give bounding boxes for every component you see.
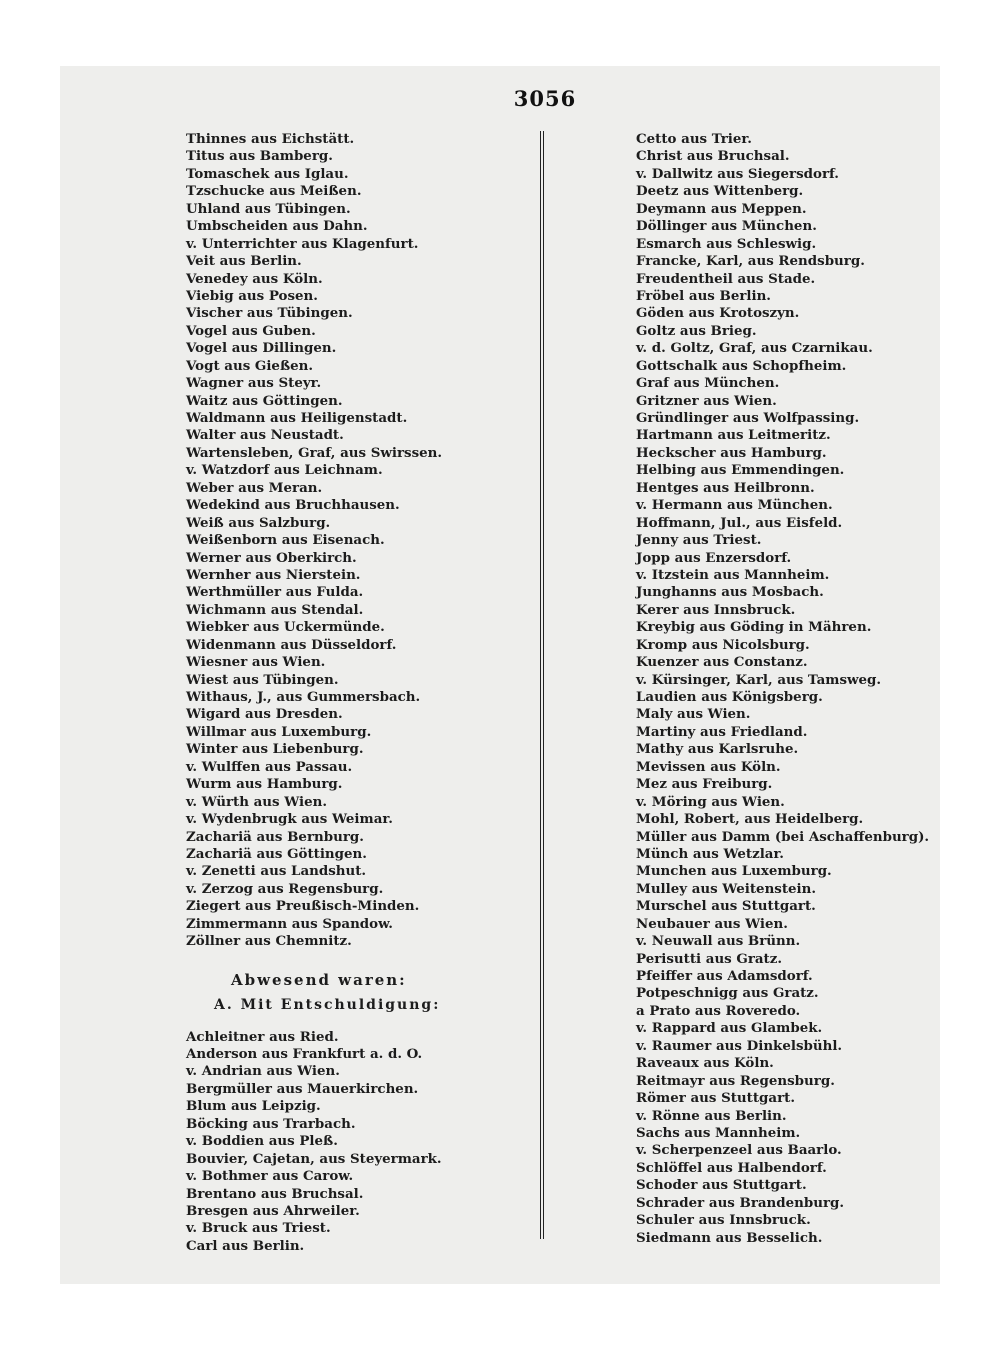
section-heading-absent: Abwesend waren:: [231, 970, 407, 989]
list-item: Gründlinger aus Wolfpassing.: [636, 410, 860, 426]
list-item: Göden aus Krotoszyn.: [636, 305, 800, 322]
list-item: Deymann aus Meppen.: [636, 200, 807, 217]
list-item: v. Bothmer aus Carow.: [186, 1168, 354, 1185]
list-item: Mevissen aus Köln.: [636, 758, 781, 775]
list-item: Siedmann aus Besselich.: [636, 1229, 823, 1246]
list-item: Francke, Karl, aus Rendsburg.: [636, 253, 865, 270]
list-item: Gottschalk aus Schopfheim.: [636, 357, 847, 374]
list-item: Venedey aus Köln.: [186, 270, 323, 287]
list-item: Mez aus Freiburg.: [636, 776, 773, 793]
list-item: v. d. Goltz, Graf, aus Czarnikau.: [636, 340, 873, 357]
list-item: Kromp aus Nicolsburg.: [636, 636, 810, 653]
list-item: v. Rappard aus Glambek.: [636, 1020, 823, 1037]
list-item: v. Boddien aus Pleß.: [186, 1133, 338, 1150]
list-item: Sachs aus Mannheim.: [636, 1124, 801, 1141]
list-item: Potpeschnigg aus Gratz.: [636, 985, 819, 1002]
list-item: Reitmayr aus Regensburg.: [636, 1072, 835, 1089]
list-item: a Prato aus Roveredo.: [636, 1002, 801, 1019]
list-item: v. Zerzog aus Regensburg.: [186, 880, 384, 897]
list-item: v. Kürsinger, Karl, aus Tamsweg.: [636, 671, 882, 688]
list-item: v. Neuwall aus Brünn.: [636, 933, 801, 950]
list-item: Anderson aus Frankfurt a. d. O.: [186, 1046, 423, 1062]
list-item: v. Wydenbrugk aus Weimar.: [186, 811, 393, 828]
spacer: [186, 951, 516, 967]
list-item: Heckscher aus Hamburg.: [636, 444, 827, 461]
list-item: Mohl, Robert, aus Heidelberg.: [636, 811, 864, 828]
list-item: Junghanns aus Mosbach.: [636, 584, 824, 601]
list-item: Goltz aus Brieg.: [636, 322, 757, 339]
list-item: Wiest aus Tübingen.: [186, 671, 339, 688]
list-item: Fröbel aus Berlin.: [636, 287, 771, 304]
list-item: Titus aus Bamberg.: [186, 148, 333, 165]
list-item: Böcking aus Trarbach.: [186, 1115, 356, 1132]
list-item: Widenmann aus Düsseldorf.: [186, 636, 397, 653]
list-item: Werthmüller aus Fulda.: [186, 584, 364, 601]
list-item: Veit aus Berlin.: [186, 253, 302, 270]
list-item: Achleitner aus Ried.: [186, 1028, 339, 1045]
list-item: Weiß aus Salzburg.: [186, 514, 331, 531]
list-item: Kreybig aus Göding in Mähren.: [636, 619, 872, 636]
list-item: Zachariä aus Göttingen.: [186, 845, 367, 862]
list-item: v. Raumer aus Dinkelsbühl.: [636, 1037, 843, 1054]
list-item: v. Dallwitz aus Siegersdorf.: [636, 165, 839, 182]
list-item: Raveaux aus Köln.: [636, 1055, 774, 1072]
list-item: Jenny aus Triest.: [636, 532, 762, 549]
present-list: [186, 131, 516, 951]
list-item: Kuenzer aus Constanz.: [636, 654, 808, 671]
list-item: Walter aus Neustadt.: [186, 427, 344, 444]
list-item: v. Rönne aus Berlin.: [636, 1107, 787, 1124]
list-item: Zimmermann aus Spandow.: [186, 915, 393, 932]
left-column: [186, 131, 516, 1255]
list-item: Withaus, J., aus Gummersbach.: [186, 689, 421, 705]
list-item: Pfeiffer aus Adamsdorf.: [636, 968, 813, 984]
subheading-excused: A. Mit Entschuldigung:: [214, 996, 441, 1013]
list-item: Vogel aus Guben.: [186, 322, 316, 339]
list-item: Carl aus Berlin.: [186, 1237, 305, 1254]
list-item: Hentges aus Heilbronn.: [636, 479, 815, 496]
list-item: Willmar aus Luxemburg.: [186, 723, 372, 740]
list-item: Brentano aus Bruchsal.: [186, 1185, 364, 1202]
list-item: v. Möring aus Wien.: [636, 793, 785, 810]
list-item: Kerer aus Innsbruck.: [636, 601, 796, 618]
list-item: v. Zenetti aus Landshut.: [186, 863, 367, 880]
list-item: Uhland aus Tübingen.: [186, 200, 351, 217]
list-item: Schrader aus Brandenburg.: [636, 1194, 845, 1211]
list-item: Winter aus Liebenburg.: [186, 741, 364, 758]
list-item: Wernher aus Nierstein.: [186, 566, 361, 583]
list-item: Mulley aus Weitenstein.: [636, 880, 817, 897]
list-item: Weißenborn aus Eisenach.: [186, 532, 385, 549]
absent-list-continued: [636, 131, 966, 1247]
list-item: Jopp aus Enzersdorf.: [636, 549, 792, 566]
list-item: Wagner aus Steyr.: [186, 375, 322, 392]
list-item: Zachariä aus Bernburg.: [186, 828, 364, 845]
list-item: Wurm aus Hamburg.: [186, 776, 343, 793]
list-item: Wiebker aus Uckermünde.: [186, 619, 385, 636]
list-item: Werner aus Oberkirch.: [186, 549, 357, 566]
list-item: Wartensleben, Graf, aus Swirssen.: [186, 444, 443, 461]
list-item: Tzschucke aus Meißen.: [186, 183, 362, 200]
list-item: Hoffmann, Jul., aus Eisfeld.: [636, 514, 843, 531]
list-item: Münch aus Wetzlar.: [636, 845, 784, 862]
list-item: Esmarch aus Schleswig.: [636, 235, 817, 252]
list-item: Wichmann aus Stendal.: [186, 601, 364, 618]
list-item: Bresgen aus Ahrweiler.: [186, 1202, 360, 1219]
list-item: Müller aus Damm (bei Aschaffenburg).: [636, 828, 930, 845]
list-item: Römer aus Stuttgart.: [636, 1090, 795, 1107]
list-item: Schlöffel aus Halbendorf.: [636, 1159, 827, 1176]
list-item: Laudien aus Königsberg.: [636, 689, 823, 705]
list-item: v. Würth aus Wien.: [186, 793, 328, 810]
list-item: v. Wulffen aus Passau.: [186, 758, 353, 775]
list-item: Wiesner aus Wien.: [186, 654, 326, 671]
list-item: Thinnes aus Eichstätt.: [186, 131, 355, 147]
list-item: v. Hermann aus München.: [636, 497, 833, 514]
list-item: v. Scherpenzeel aus Baarlo.: [636, 1142, 842, 1159]
list-item: Neubauer aus Wien.: [636, 915, 788, 932]
list-item: v. Andrian aus Wien.: [186, 1063, 340, 1080]
page-number: 3056: [513, 86, 577, 111]
list-item: Blum aus Leipzig.: [186, 1098, 321, 1115]
list-item: Christ aus Bruchsal.: [636, 148, 790, 165]
list-item: Perisutti aus Gratz.: [636, 950, 782, 967]
list-item: Helbing aus Emmendingen.: [636, 462, 845, 479]
list-item: v. Bruck aus Triest.: [186, 1220, 331, 1237]
list-item: v. Unterrichter aus Klagenfurt.: [186, 235, 419, 252]
list-item: Vischer aus Tübingen.: [186, 305, 353, 322]
list-item: Bergmüller aus Mauerkirchen.: [186, 1080, 419, 1097]
list-item: Schuler aus Innsbruck.: [636, 1212, 811, 1229]
list-item: Martiny aus Friedland.: [636, 723, 808, 740]
list-item: Munchen aus Luxemburg.: [636, 863, 832, 880]
list-item: v. Itzstein aus Mannheim.: [636, 566, 830, 583]
list-item: Zöllner aus Chemnitz.: [186, 933, 352, 950]
list-item: Döllinger aus München.: [636, 218, 817, 235]
list-item: Waitz aus Göttingen.: [186, 392, 343, 409]
list-item: Bouvier, Cajetan, aus Steyermark.: [186, 1150, 442, 1167]
list-item: Freudentheil aus Stade.: [636, 270, 816, 287]
list-item: Tomaschek aus Iglau.: [186, 165, 349, 182]
list-item: Vogel aus Dillingen.: [186, 340, 337, 357]
list-item: Weber aus Meran.: [186, 479, 323, 496]
list-item: v. Watzdorf aus Leichnam.: [186, 462, 383, 479]
list-item: Maly aus Wien.: [636, 706, 751, 723]
list-item: Graf aus München.: [636, 375, 780, 392]
list-item: Vogt aus Gießen.: [186, 357, 314, 374]
list-item: Murschel aus Stuttgart.: [636, 898, 816, 915]
list-item: Wedekind aus Bruchhausen.: [186, 497, 400, 514]
list-item: Hartmann aus Leitmeritz.: [636, 427, 831, 444]
list-item: Cetto aus Trier.: [636, 131, 752, 147]
list-item: Waldmann aus Heiligenstadt.: [186, 410, 408, 426]
list-item: Deetz aus Wittenberg.: [636, 183, 804, 200]
absent-list: [186, 1029, 516, 1256]
list-item: Umbscheiden aus Dahn.: [186, 218, 368, 235]
list-item: Gritzner aus Wien.: [636, 392, 777, 409]
list-item: Viebig aus Posen.: [186, 287, 318, 304]
list-item: Wigard aus Dresden.: [186, 706, 343, 723]
right-column: [636, 131, 966, 1247]
column-divider: [540, 131, 544, 1239]
list-item: Ziegert aus Preußisch-Minden.: [186, 898, 420, 915]
list-item: Mathy aus Karlsruhe.: [636, 741, 799, 758]
list-item: Schoder aus Stuttgart.: [636, 1177, 807, 1194]
